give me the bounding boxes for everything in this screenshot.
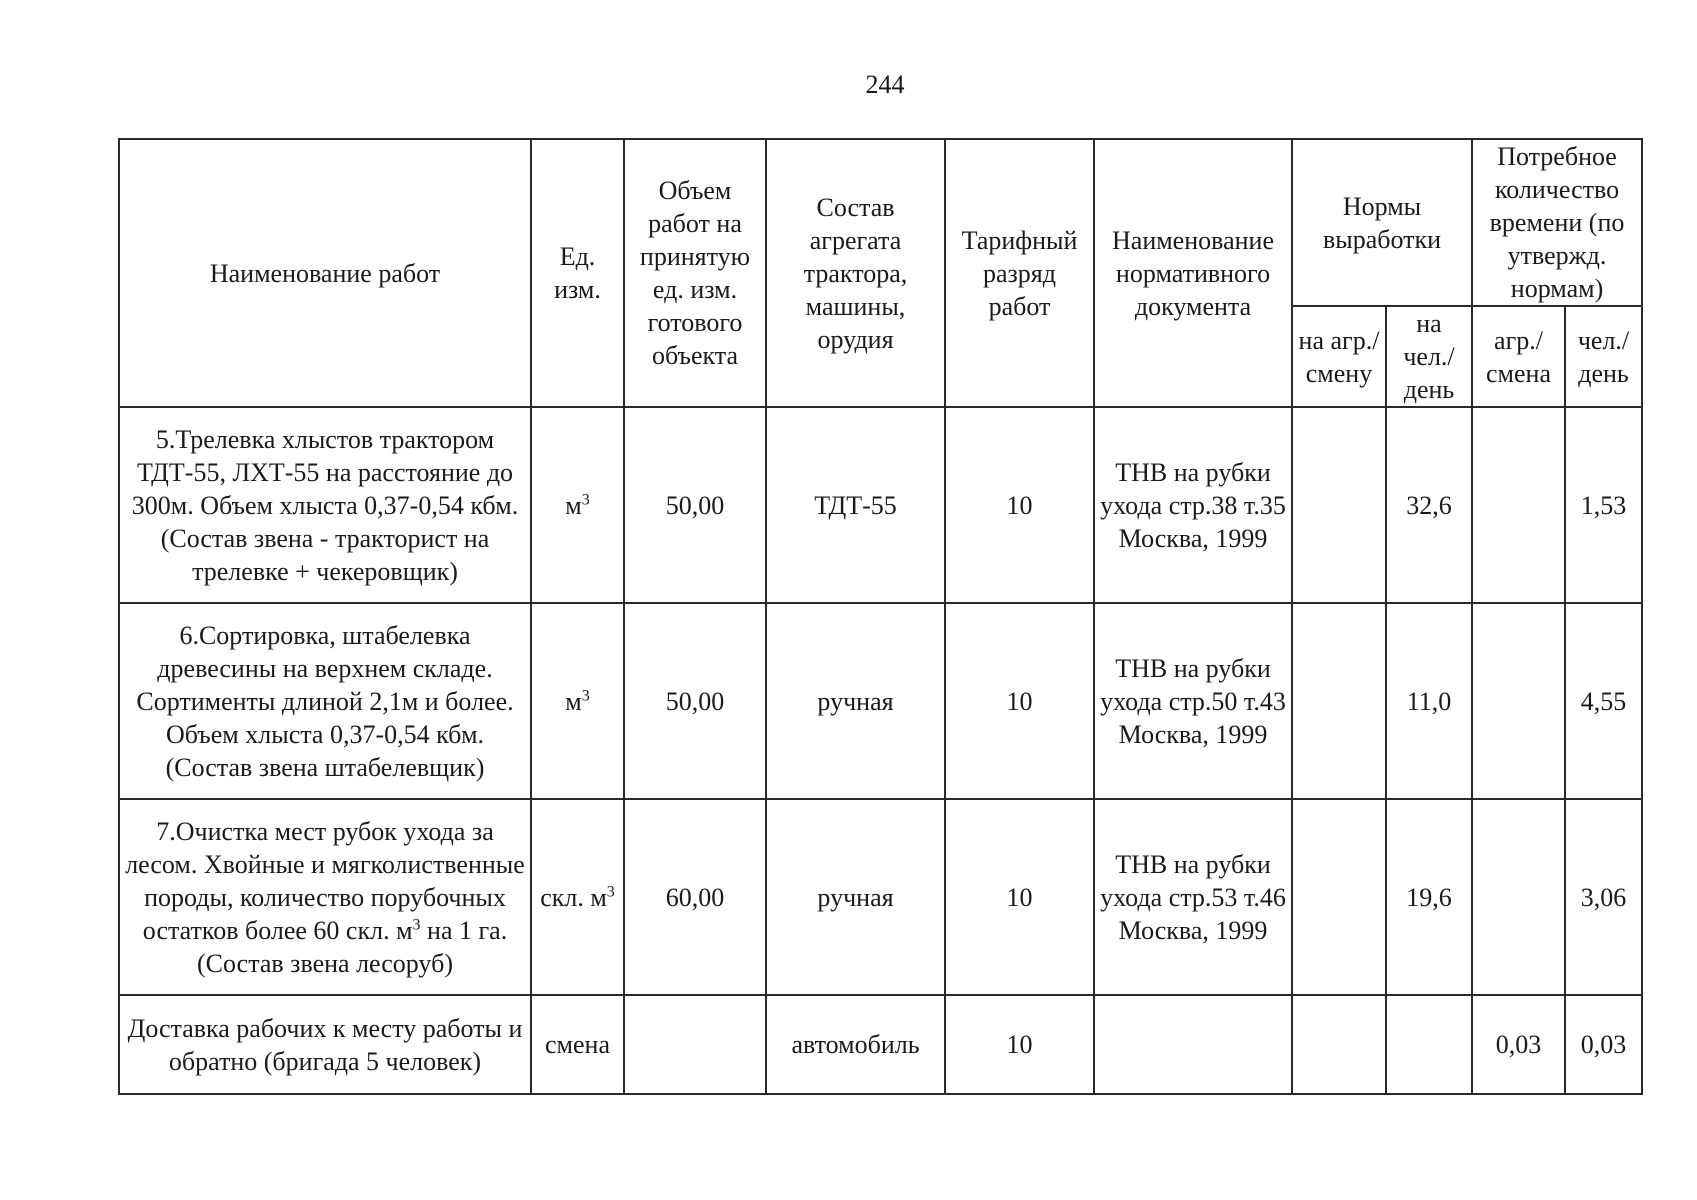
norm-agr-cell [1292,995,1386,1094]
header-norms-person: на чел./ день [1386,306,1472,407]
document-cell: ТНВ на рубки ухода стр.38 т.35 Москва, 1999 [1094,407,1292,603]
header-time-person: чел./ день [1565,306,1642,407]
norm-person-cell: 32,6 [1386,407,1472,603]
header-norm-document: Наименование нормативного документа [1094,139,1292,407]
work-name: 5.Трелевка хлыстов трактором ТДТ-55, ЛХТ-55 на расстояние до 300м. Объем хлыста 0,37-0,54 кбм. (Состав звена - тракторист на трелевке + чекеровщик) [119,407,531,603]
document-cell: ТНВ на рубки ухода стр.53 т.46 Москва, 1999 [1094,799,1292,995]
time-person-cell: 4,55 [1565,603,1642,799]
unit-cell [531,799,624,995]
header-time-needed: Потребное количество времени (по утвержд. нормам) [1472,139,1642,306]
tariff-cell: 10 [945,407,1094,603]
work-name: Доставка рабочих к месту работы и обратно (бригада 5 человек) [119,995,531,1094]
table-row [119,995,1642,1094]
header-unit: Ед. изм. [531,139,624,407]
volume-cell [624,995,766,1094]
work-norms-table [118,138,1643,1095]
tariff-cell: 10 [945,603,1094,799]
header-norms-agr: на агр./ смену [1292,306,1386,407]
composition-cell: ТДТ-55 [766,407,945,603]
unit-exponent: 3 [581,686,590,704]
unit-exponent: 3 [606,882,615,900]
unit-text: м [565,686,582,716]
time-agr-cell [1472,603,1565,799]
norm-person-cell: 11,0 [1386,603,1472,799]
table-header-row [119,139,1642,306]
work-name [119,799,531,995]
work-name-text: 7.Очистка мест рубок ухода за лесом. Хвойные и мягколиственные породы, количество порубочных остатков более 60 скл. м [125,816,525,945]
table-row [119,799,1642,995]
volume-cell: 60,00 [624,799,766,995]
time-agr-cell [1472,407,1565,603]
work-name-text-end: на 1 га. (Состав звена лесоруб) [197,915,508,978]
time-agr-cell [1472,799,1565,995]
time-agr-cell: 0,03 [1472,995,1565,1094]
norm-person-cell [1386,995,1472,1094]
unit-text: м [565,490,582,520]
time-person-cell: 0,03 [1565,995,1642,1094]
unit-cell [531,603,624,799]
volume-cell: 50,00 [624,407,766,603]
composition-cell: ручная [766,799,945,995]
header-tariff: Тарифный разряд работ [945,139,1094,407]
work-name: 6.Сортировка, штабелевка древесины на верхнем складе. Сортименты длиной 2,1м и более. Объем хлыста 0,37-0,54 кбм. (Состав звена штабелевщик) [119,603,531,799]
unit-exponent: 3 [581,490,590,508]
document-cell [1094,995,1292,1094]
unit-cell: смена [531,995,624,1094]
tariff-cell: 10 [945,799,1094,995]
norm-person-cell: 19,6 [1386,799,1472,995]
header-volume: Объем работ на принятую ед. изм. готового объекта [624,139,766,407]
table-row [119,407,1642,603]
unit-cell [531,407,624,603]
work-name-exponent: 3 [412,915,421,933]
table-row [119,603,1642,799]
header-norms: Нормы выработки [1292,139,1472,306]
header-time-agr: агр./ смена [1472,306,1565,407]
page-number: 244 [865,70,905,99]
document-cell: ТНВ на рубки ухода стр.50 т.43 Москва, 1999 [1094,603,1292,799]
composition-cell: ручная [766,603,945,799]
norm-agr-cell [1292,603,1386,799]
header-name: Наименование работ [119,139,531,407]
norm-agr-cell [1292,799,1386,995]
tariff-cell: 10 [945,995,1094,1094]
time-person-cell: 3,06 [1565,799,1642,995]
volume-cell: 50,00 [624,603,766,799]
time-person-cell: 1,53 [1565,407,1642,603]
norm-agr-cell [1292,407,1386,603]
composition-cell: автомобиль [766,995,945,1094]
unit-text: скл. м [540,882,607,912]
header-unit-composition: Состав агрегата трактора, машины, орудия [766,139,945,407]
